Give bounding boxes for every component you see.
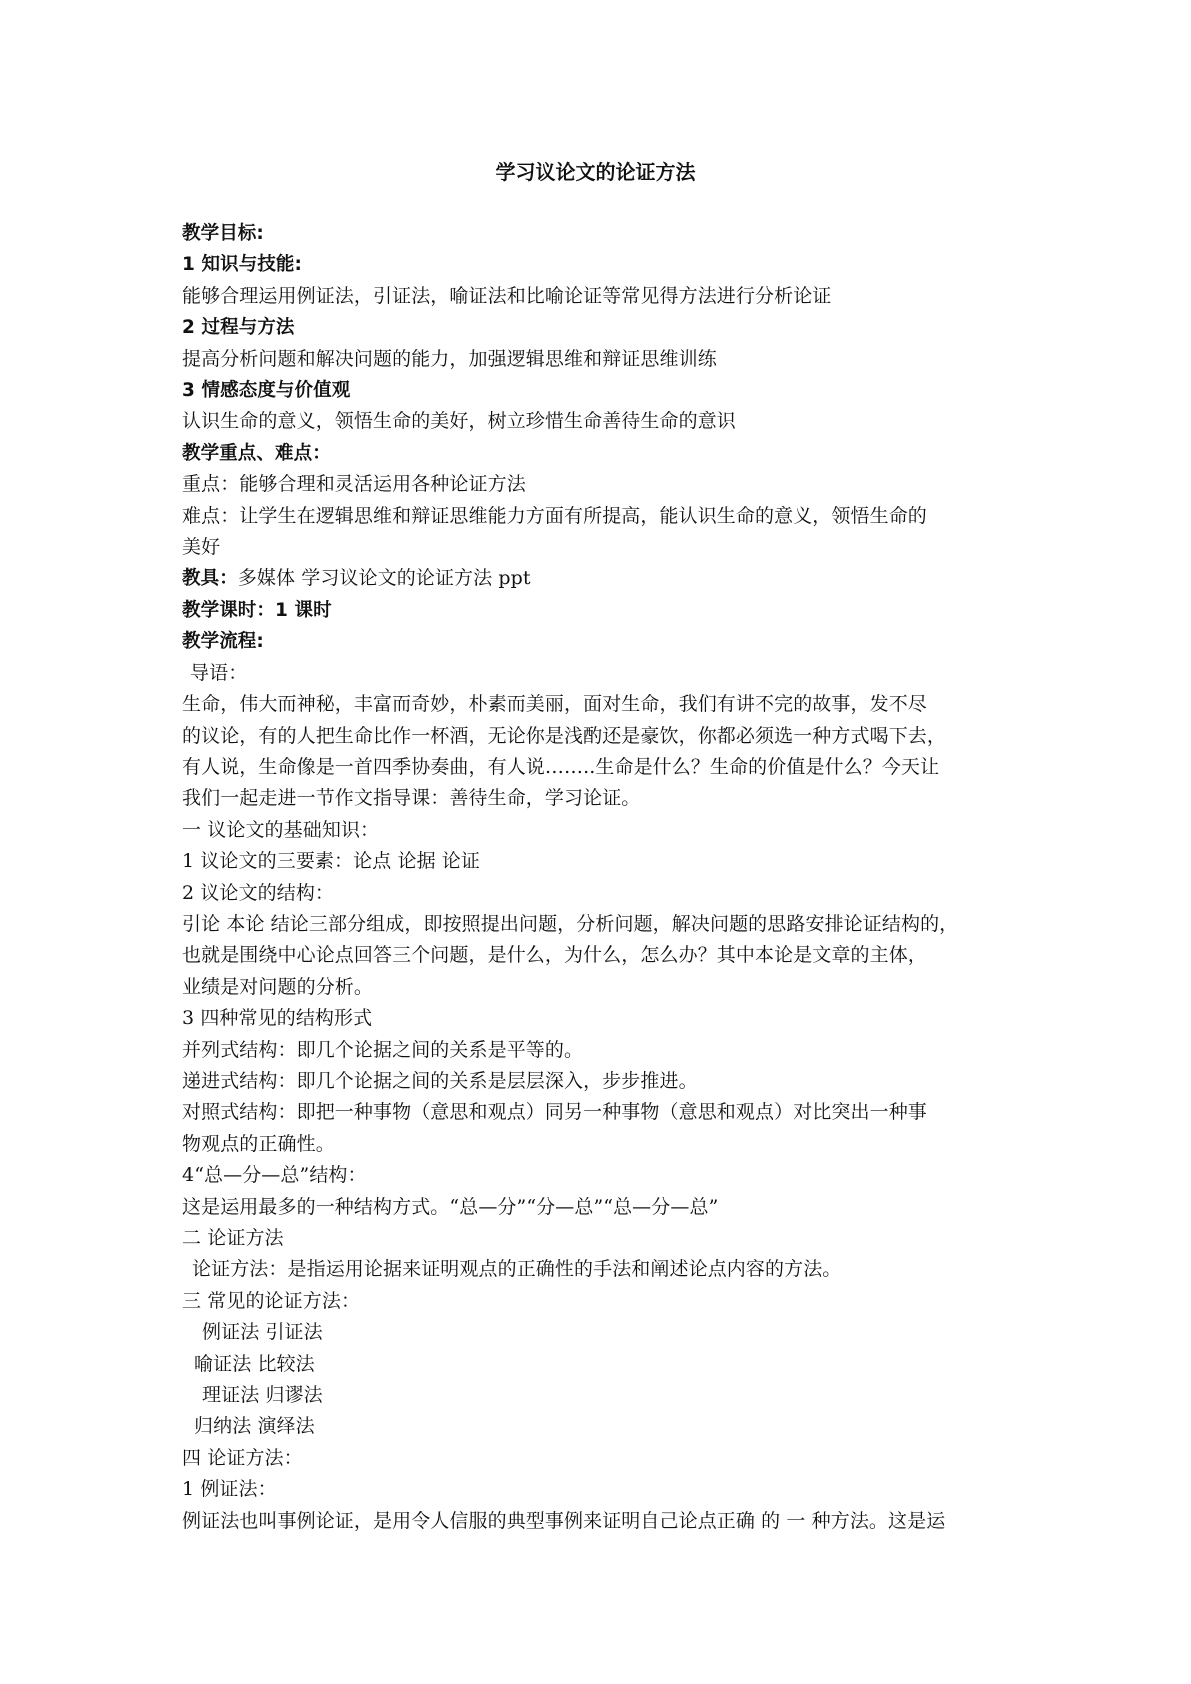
paragraph-line: 能够合理运用例证法，引证法，喻证法和比喻论证等常见得方法进行分析论证 xyxy=(182,284,832,307)
subheading-knowledge: 1 知识与技能: xyxy=(182,254,303,276)
hours-label: 教学课时： xyxy=(182,599,276,621)
subheading-values: 3 情感态度与价值观 xyxy=(182,380,351,402)
paragraph-line: 我们一起走进一节作文指导课：善待生命，学习论证。 xyxy=(182,787,641,810)
paragraph-line: 认识生命的意义，领悟生命的美好，树立珍惜生命善待生命的意识 xyxy=(182,410,736,433)
method-pair: 归纳法 演绎法 xyxy=(194,1415,315,1438)
hours-value: 1 课时 xyxy=(275,599,332,621)
paragraph-line: 物观点的正确性。 xyxy=(182,1132,335,1155)
paragraph-line: 难点：让学生在逻辑思维和辩证思维能力方面有所提高，能认识生命的意义，领悟生命的 xyxy=(182,504,927,527)
paragraph-line: 有人说，生命像是一首四季协奏曲，有人说……..生命是什么？生命的价值是什么？今天让 xyxy=(182,755,940,778)
hours-line xyxy=(182,595,1022,626)
method-pair: 例证法 引证法 xyxy=(202,1321,323,1344)
paragraph-line: 并列式结构：即几个论据之间的关系是平等的。 xyxy=(182,1038,584,1061)
paragraph-line: 提高分析问题和解决问题的能力，加强逻辑思维和辩证思维训练 xyxy=(182,347,717,370)
paragraph-line: 这是运用最多的一种结构方式。“总—分”“分—总”“总—分—总” xyxy=(182,1195,719,1218)
paragraph-line: 对照式结构：即把一种事物（意思和观点）同另一种事物（意思和观点）对比突出一种事 xyxy=(182,1101,927,1124)
paragraph-line: 业绩是对问题的分析。 xyxy=(182,975,374,998)
paragraph-line: 递进式结构：即几个论据之间的关系是层层深入，步步推进。 xyxy=(182,1069,698,1092)
method-pair: 喻证法 比较法 xyxy=(194,1352,315,1375)
paragraph-line: 美好 xyxy=(182,536,221,559)
paragraph-line: 论证方法：是指运用论据来证明观点的正确性的手法和阐述论点内容的方法。 xyxy=(192,1258,842,1281)
section-heading-process-flow: 教学流程: xyxy=(182,631,264,653)
document-title: 学习议论文的论证方法 xyxy=(495,160,696,184)
paragraph-line: 重点：能够合理和灵活运用各种论证方法 xyxy=(182,473,526,496)
subheading-process: 2 过程与方法 xyxy=(182,317,295,339)
tools-line xyxy=(182,563,1022,594)
tools-value: 多媒体 学习议论文的论证方法 ppt xyxy=(237,567,531,590)
paragraph-line: 2 议论文的结构： xyxy=(182,881,335,904)
section-heading-methods-detail: 四 论证方法： xyxy=(182,1446,303,1469)
intro-label: 导语： xyxy=(190,661,248,684)
paragraph-line: 1 议论文的三要素：论点 论据 论证 xyxy=(182,850,481,873)
method-pair: 理证法 归谬法 xyxy=(202,1384,323,1407)
section-heading-objectives: 教学目标: xyxy=(182,223,264,244)
section-heading-methods: 二 论证方法 xyxy=(182,1227,284,1249)
paragraph-line: 生命，伟大而神秘，丰富而奇妙，朴素而美丽，面对生命，我们有讲不完的故事，发不尽 xyxy=(182,693,927,716)
paragraph-line: 3 四种常见的结构形式 xyxy=(182,1007,373,1030)
tools-label: 教具： xyxy=(182,568,238,590)
section-heading-basics: 一 议论文的基础知识： xyxy=(182,818,380,841)
paragraph-line: 例证法也叫事例论证，是用令人信服的典型事例来证明自己论点正确 的 一 种方法。这是运 xyxy=(182,1509,946,1532)
document-body xyxy=(182,218,1022,1537)
section-heading-common-methods: 三 常见的论证方法： xyxy=(182,1289,361,1312)
paragraph-line: 引论 本论 结论三部分组成，即按照提出问题，分析问题，解决问题的思路安排论证结构的， xyxy=(182,912,959,935)
paragraph-line: 也就是围绕中心论点回答三个问题，是什么，为什么，怎么办？其中本论是文章的主体， xyxy=(182,944,927,967)
paragraph-line: 的议论，有的人把生命比作一杯酒，无论你是浅酌还是豪饮，你都必须选一种方式喝下去， xyxy=(182,724,947,747)
subheading-example-method: 1 例证法： xyxy=(182,1478,277,1501)
paragraph-line: 4“总—分—总”结构： xyxy=(182,1164,367,1187)
section-heading-key-points: 教学重点、难点： xyxy=(182,442,331,464)
